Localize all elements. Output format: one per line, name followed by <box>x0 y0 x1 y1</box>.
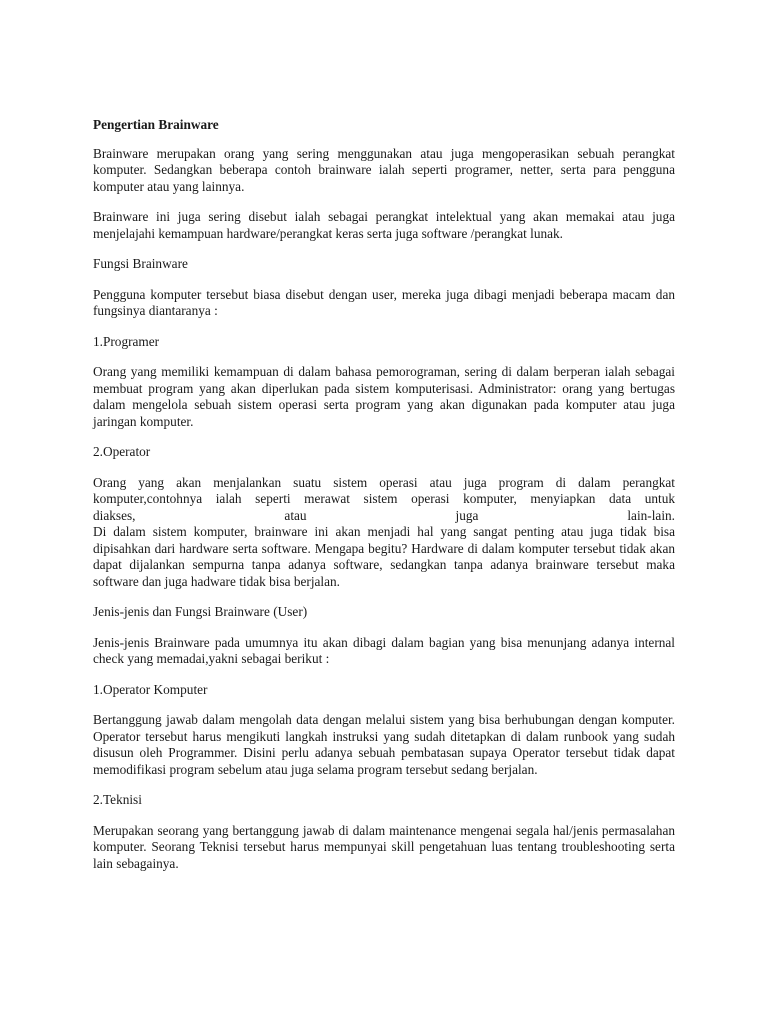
paragraph-operator-part-2: diakses, atau juga lain-lain. <box>93 507 675 523</box>
paragraph-user-types: Pengguna komputer tersebut biasa disebut dengan user, mereka juga dibagi menjadi beberapa macam dan fungsinya diantaranya : <box>93 286 675 318</box>
heading-operator: 2.Operator <box>93 444 151 459</box>
paragraph-definition: Brainware merupakan orang yang sering menggunakan atau juga mengoperasikan sebuah perangkat komputer. Sedangkan beberapa contoh brainware ialah seperti programer, netter, serta para pengguna komputer atau yang lainnya. <box>93 145 675 194</box>
paragraph-intellectual-device: Brainware ini juga sering disebut ialah sebagai perangkat intelektual yang akan memakai atau juga menjelajahi kemampuan hardware/perangkat keras serta juga software /perangkat lunak. <box>93 209 675 241</box>
paragraph-teknisi: Merupakan seorang yang bertanggung jawab di dalam maintenance mengenai segala hal/jenis permasalahan komputer. Seorang Teknisi tersebut harus mempunyai skill pengetahuan luas tentang troubleshooting serta lain sebagainya. <box>93 822 675 871</box>
heading-teknisi: 2.Teknisi <box>93 792 142 807</box>
paragraph-operator-part-3: Di dalam sistem komputer, brainware ini akan menjadi hal yang sangat penting atau juga tidak bisa dipisahkan dari hardware serta software. Mengapa begitu? Hardware di dalam komputer tersebut tidak akan dapat dijalankan sempurna tanpa adanya software, sedangkan tanpa adanya brainware tersebut maka software dan juga hadware tidak bisa berjalan. <box>93 524 675 589</box>
paragraph-programer: Orang yang memiliki kemampuan di dalam bahasa pemorograman, sering di dalam berperan ialah sebagai membuat program yang akan diperlukan pada sistem komputerisasi. Administrator: orang yang bertugas dalam mengelola sebuah sistem operasi serta program yang akan digunakan pada komputer atau juga jaringan komputer. <box>93 364 675 429</box>
heading-jenis-fungsi: Jenis-jenis dan Fungsi Brainware (User) <box>93 604 308 619</box>
heading-operator-komputer: 1.Operator Komputer <box>93 681 208 697</box>
paragraph-operator <box>93 475 675 591</box>
document-title: Pengertian Brainware <box>93 117 219 132</box>
paragraph-jenis: Jenis-jenis Brainware pada umumnya itu akan dibagi dalam bagian yang bisa menunjang adanya internal check yang memadai,yakni sebagai berikut : <box>93 634 675 666</box>
heading-fungsi-brainware: Fungsi Brainware <box>93 256 188 271</box>
heading-programer: 1.Programer <box>93 333 160 349</box>
paragraph-operator-komputer: Bertanggung jawab dalam mengolah data dengan melalui sistem yang bisa berhubungan dengan komputer. Operator tersebut harus mengikuti langkah instruksi yang sudah ditetapkan di dalam runbook yang sudah disusun oleh Programmer. Disini perlu adanya sebuah pembatasan supaya Operator tersebut tidak dapat memodifikasi program sebelum atau juga selama program tersebut sedang berjalan. <box>93 712 675 777</box>
paragraph-operator-part-1: Orang yang akan menjalankan suatu sistem operasi atau juga program di dalam perangkat komputer,contohnya ialah seperti merawat sistem operasi komputer, menyiapkan data untuk <box>93 474 675 506</box>
